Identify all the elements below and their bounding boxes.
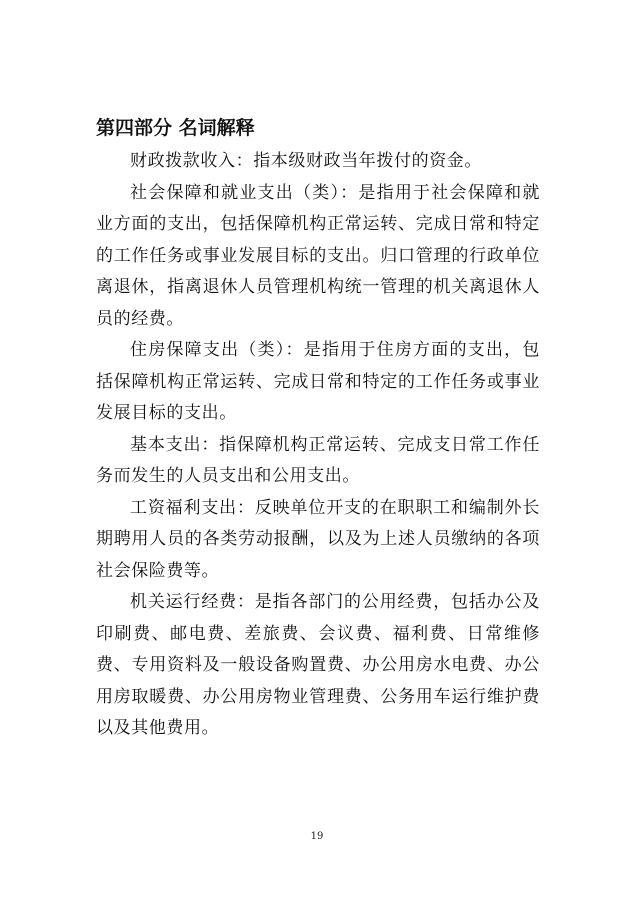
body-text xyxy=(96,146,540,745)
paragraph-wages-welfare-expenditure: 工资福利支出：反映单位开支的在职职工和编制外长期聘用人员的各类劳动报酬，以及为上述人员缴纳的各项社会保险费等。 xyxy=(96,497,540,581)
page-number: 19 xyxy=(310,831,324,842)
paragraph-basic-expenditure: 基本支出：指保障机构正常运转、完成支日常工作任务而发生的人员支出和公用支出。 xyxy=(96,434,540,486)
paragraph-housing-security-expenditure: 住房保障支出（类）：是指用于住房方面的支出，包括保障机构正常运转、完成日常和特定的工作任务或事业发展目标的支出。 xyxy=(96,340,540,423)
paragraph-social-security-employment-expenditure: 社会保障和就业支出（类）：是指用于社会保障和就业方面的支出，包括保障机构正常运转、完成日常和特定的工作任务或事业发展目标的支出。归口管理的行政单位离退休，指离退休人员管理机构统一管理的机关离退休人员的经费。 xyxy=(96,182,540,329)
paragraph-fiscal-appropriation-income: 财政拨款收入：指本级财政当年拨付的资金。 xyxy=(130,151,482,171)
section-heading: 第四部分 名词解释 xyxy=(96,117,255,139)
paragraph-agency-operating-expenses: 机关运行经费：是指各部门的公用经费，包括办公及印刷费、邮电费、差旅费、会议费、福利费、日常维修费、专用资料及一般设备购置费、办公用房水电费、办公用房取暖费、办公用房物业管理费、公务用车运行维护费以及其他费用。 xyxy=(96,592,540,738)
